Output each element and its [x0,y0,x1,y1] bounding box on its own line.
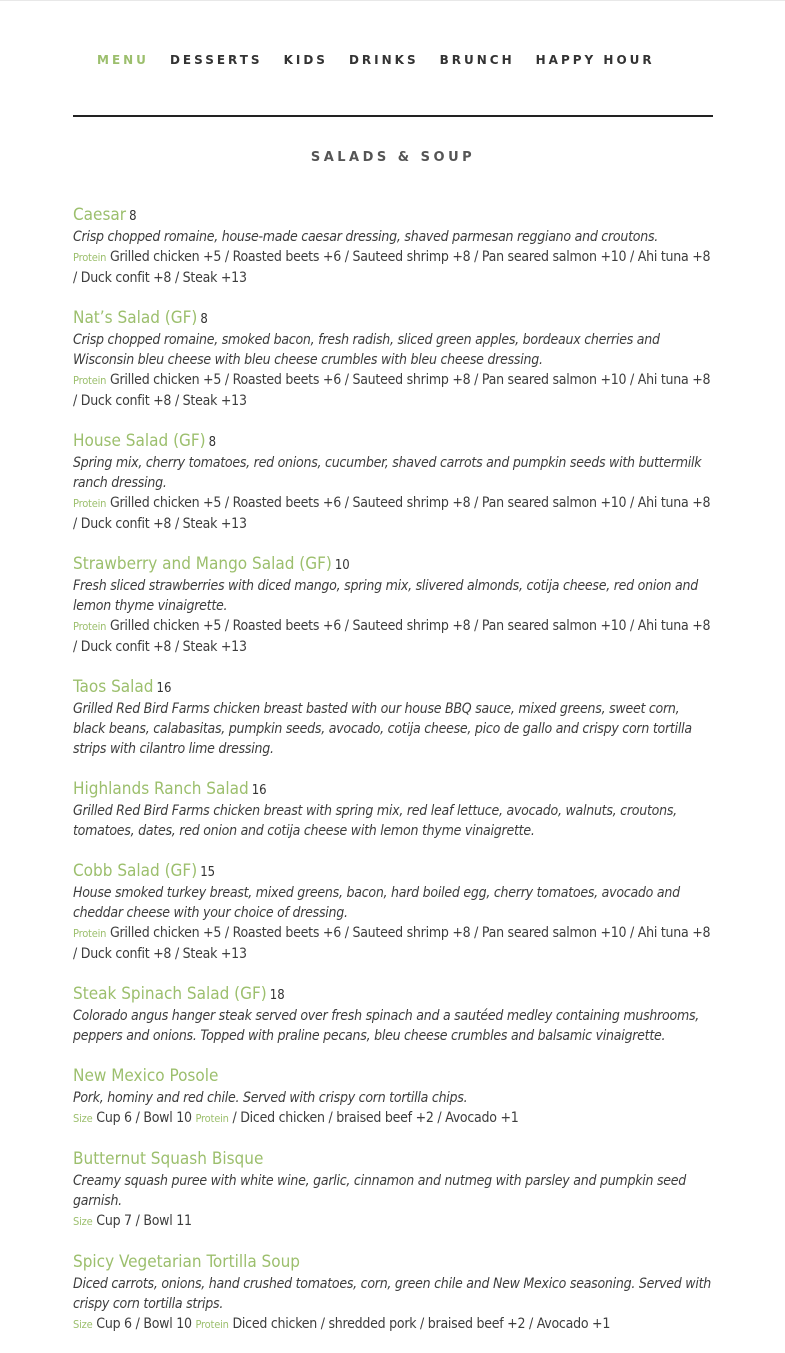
item-header [73,1064,713,1088]
section-title: SALADS & SOUP [310,150,476,165]
item-name[interactable]: Taos Salad [73,677,154,697]
item-name[interactable]: Highlands Ranch Salad [73,779,249,799]
protein-options: / Diced chicken / braised beef +2 / Avocado +1 [232,1110,519,1126]
item-options [73,616,713,657]
menu-item-list [73,203,713,1353]
size-label: Size [73,1112,93,1125]
protein-label: Protein [73,927,107,940]
tab-drinks[interactable]: DRINKS [348,53,419,67]
nav-divider [73,115,713,117]
size-options: Cup 6 / Bowl 10 [96,1316,192,1332]
protein-label: Protein [73,251,107,264]
item-name[interactable]: Butternut Squash Bisque [73,1149,264,1169]
item-price: 16 [156,681,172,696]
size-options: Cup 6 / Bowl 10 [96,1110,192,1126]
item-header [73,982,713,1006]
item-name[interactable]: Nat’s Salad (GF) [73,308,198,328]
item-description: Crisp chopped romaine, house-made caesar dressing, shaved parmesan reggiano and croutons. [73,229,659,245]
item-options [73,923,713,964]
tab-brunch[interactable]: BRUNCH [439,53,515,67]
item-options [73,493,713,534]
item-price: 8 [200,312,208,327]
top-border [0,0,785,1]
item-options [73,1211,713,1232]
protein-label: Protein [73,497,107,510]
item-header [73,429,713,453]
protein-options: Grilled chicken +5 / Roasted beets +6 / Sauteed shrimp +8 / Pan seared salmon +10 / Ahi tuna +8 / Duck confit +8 / Steak +13 [73,618,711,655]
item-header [73,859,713,883]
menu-tabs [97,52,676,70]
item-header [73,1250,713,1274]
item-description: House smoked turkey breast, mixed greens, bacon, hard boiled egg, cherry tomatoes, avocado and cheddar cheese with your choice of dressing. [73,885,680,921]
item-price: 8 [208,435,217,450]
item-price: 18 [269,988,285,1003]
item-header [73,203,713,227]
size-label: Size [73,1318,93,1331]
item-description: Fresh sliced strawberries with diced mango, spring mix, slivered almonds, cotija cheese, red onion and lemon thyme vinaigrette. [73,578,698,614]
item-header [73,306,713,330]
menu-item [73,429,713,534]
item-options [73,247,713,288]
tab-desserts[interactable]: DESSERTS [169,53,263,67]
menu-item [73,675,713,759]
item-description: Grilled Red Bird Farms chicken breast basted with our house BBQ sauce, mixed greens, sweet corn, black beans, calabasitas, pumpkin seeds, avocado, cotija cheese, pico de gallo and crispy corn tortilla strips with cilantro lime dressing. [73,701,692,757]
item-name[interactable]: Strawberry and Mango Salad (GF) [73,554,332,574]
protein-options: Grilled chicken +5 / Roasted beets +6 / Sauteed shrimp +8 / Pan seared salmon +10 / Ahi tuna +8 / Duck confit +8 / Steak +13 [73,249,711,286]
item-name[interactable]: Steak Spinach Salad (GF) [73,984,267,1004]
item-price: 10 [334,558,350,573]
menu-item [73,552,713,657]
item-name[interactable]: New Mexico Posole [73,1066,219,1086]
item-description: Diced carrots, onions, hand crushed tomatoes, corn, green chile and New Mexico seasoning. Served with crispy corn tortilla strips. [73,1276,711,1312]
menu-item [73,1250,713,1335]
protein-label: Protein [195,1112,229,1125]
protein-options: Grilled chicken +5 / Roasted beets +6 / Sauteed shrimp +8 / Pan seared salmon +10 / Ahi tuna +8 / Duck confit +8 / Steak +13 [73,372,711,409]
tab-happy-hour[interactable]: HAPPY HOUR [535,53,655,67]
menu-item [73,1064,713,1129]
item-header [73,552,713,576]
item-name[interactable]: Spicy Vegetarian Tortilla Soup [73,1252,301,1272]
item-description: Crisp chopped romaine, smoked bacon, fresh radish, sliced green apples, bordeaux cherries and Wisconsin bleu cheese with bleu cheese crumbles with bleu cheese dressing. [73,332,660,368]
item-name[interactable]: Cobb Salad (GF) [73,861,198,881]
item-options [73,1108,713,1129]
item-name[interactable]: House Salad (GF) [73,431,206,451]
item-name[interactable]: Caesar [73,205,127,225]
menu-item [73,777,713,841]
menu-item [73,859,713,964]
size-label: Size [73,1215,93,1228]
item-description: Spring mix, cherry tomatoes, red onions, cucumber, shaved carrots and pumpkin seeds with buttermilk ranch dressing. [73,455,702,491]
item-description: Grilled Red Bird Farms chicken breast with spring mix, red leaf lettuce, avocado, walnuts, croutons, tomatoes, dates, red onion and cotija cheese with lemon thyme vinaigrette. [73,803,677,839]
protein-options: Diced chicken / shredded pork / braised beef +2 / Avocado +1 [232,1316,611,1332]
item-header [73,777,713,801]
tab-menu[interactable]: MENU [97,53,149,67]
tab-kids[interactable]: KIDS [283,53,328,67]
item-options [73,370,713,411]
item-options [73,1314,713,1335]
protein-label: Protein [195,1318,229,1331]
item-price: 15 [200,865,216,880]
menu-item [73,306,713,411]
menu-item [73,1147,713,1232]
menu-item [73,203,713,288]
item-header [73,675,713,699]
menu-item [73,982,713,1046]
item-price: 16 [251,783,267,798]
protein-options: Grilled chicken +5 / Roasted beets +6 / Sauteed shrimp +8 / Pan seared salmon +10 / Ahi tuna +8 / Duck confit +8 / Steak +13 [73,495,711,532]
item-description: Colorado angus hanger steak served over fresh spinach and a sautéed medley containing mushrooms, peppers and onions. Topped with praline pecans, bleu cheese crumbles and balsamic vinaigrette. [73,1008,700,1044]
item-description: Pork, hominy and red chile. Served with crispy corn tortilla chips. [73,1090,468,1106]
item-header [73,1147,713,1171]
protein-options: Grilled chicken +5 / Roasted beets +6 / Sauteed shrimp +8 / Pan seared salmon +10 / Ahi tuna +8 / Duck confit +8 / Steak +13 [73,925,711,962]
item-description: Creamy squash puree with white wine, garlic, cinnamon and nutmeg with parsley and pumpkin seed garnish. [73,1173,687,1209]
protein-label: Protein [73,620,107,633]
protein-label: Protein [73,374,107,387]
size-options: Cup 7 / Bowl 11 [96,1213,192,1229]
item-price: 8 [129,209,137,224]
